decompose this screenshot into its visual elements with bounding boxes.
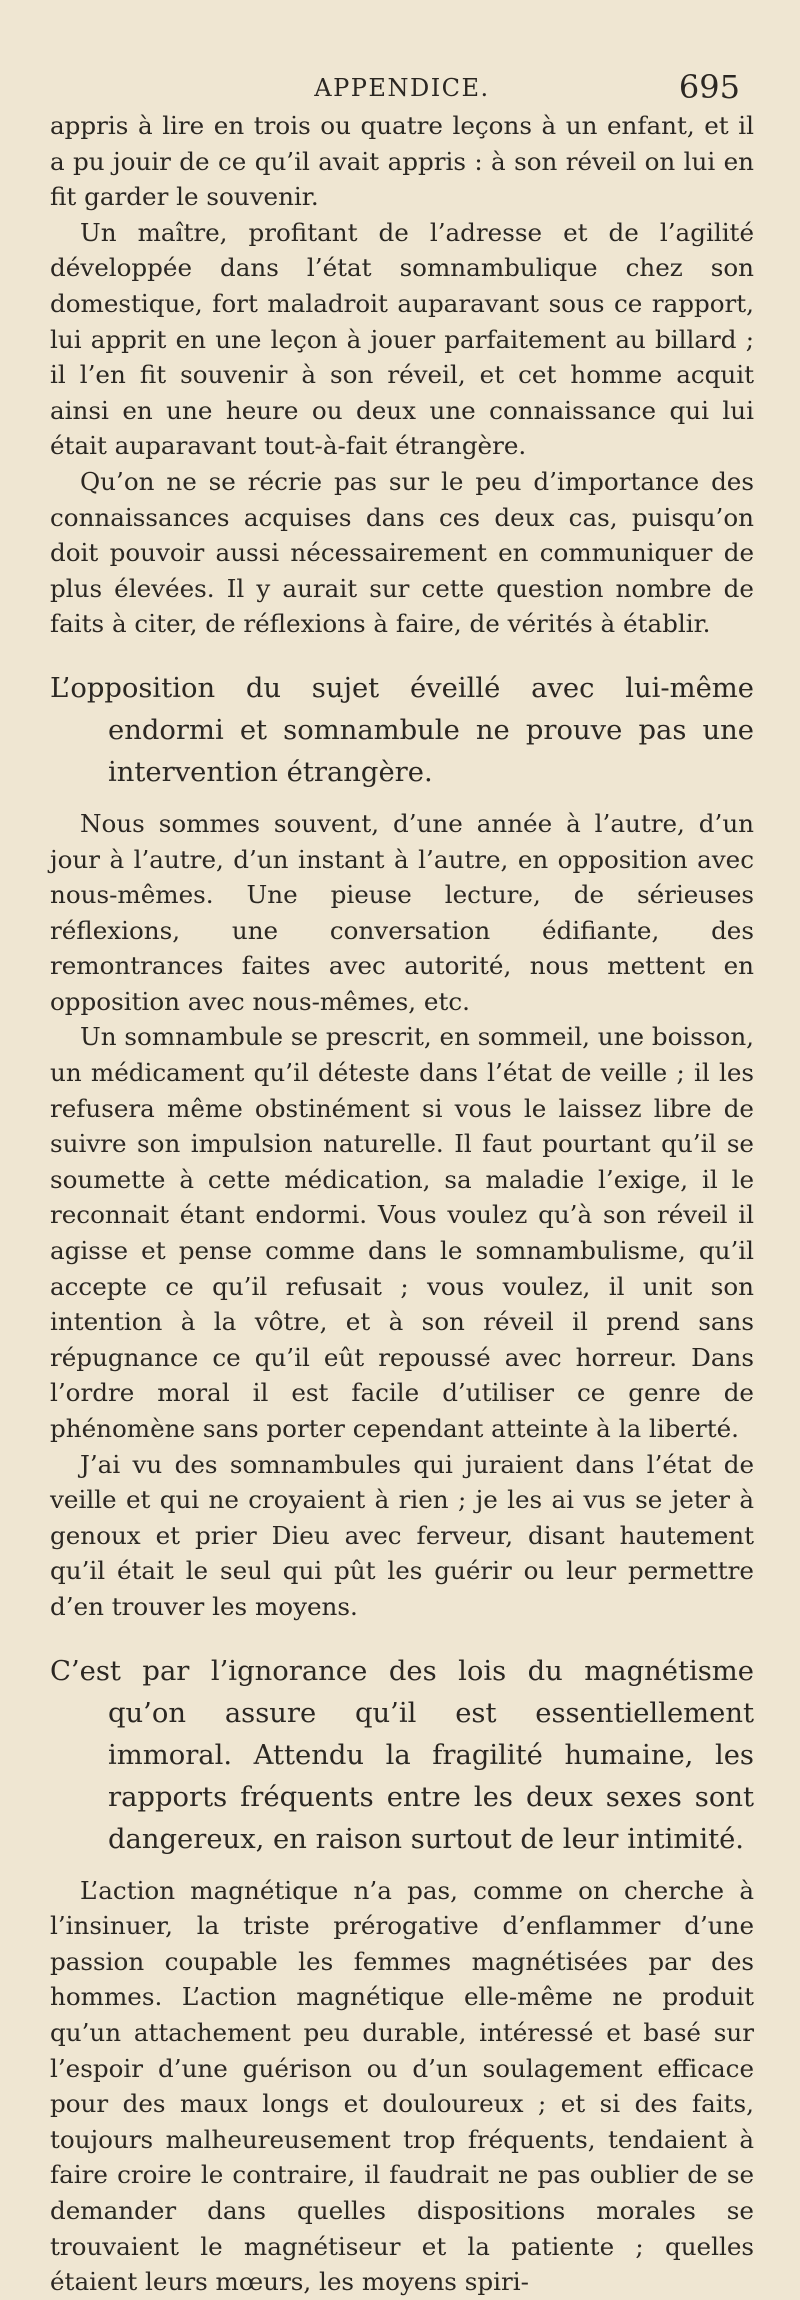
spacer — [50, 642, 754, 668]
paragraph-prayer: J’ai vu des somnambules qui juraient dans l’état de veille et qui ne croyaient à rien ; je les ai vus se jeter à genoux et prier Dieu avec ferveur, disant hautement qu’il était le seul qui pût les guérir ou leur permettre d’en trouver les moyens. — [50, 1449, 754, 1621]
spacer — [50, 794, 754, 806]
page-number: 695 — [678, 68, 740, 106]
spacer — [50, 1625, 754, 1651]
section-heading-ignorance: C’est par l’ignorance des lois du magnétisme qu’on assure qu’il est essentiellement immoral. Attendu la fragilité humaine, les rapports fréquents entre les deux sexes sont dangereux, en raison surtout de leur intimité. — [50, 1655, 754, 1855]
paragraph-continued: appris à lire en trois ou quatre leçons à un enfant, et il a pu jouir de ce qu’il avait appris : à son réveil on lui en fit garder le souvenir. — [50, 111, 754, 212]
paragraph-magnetic-action: L’action magnétique n’a pas, comme on cherche à l’insinuer, la triste prérogative d’enflammer d’une passion coupable les femmes magnétisées par des hommes. L’action magnétique elle-même ne produit qu’un attachement peu durable, intéressé et basé sur l’espoir d’une guérison ou d’un soulagement efficace pour des maux longs et douloureux ; et si des faits, toujours malheureusement trop fréquents, tendaient à faire croire le contraire, il faudrait ne pas oublier de se demander dans quelles dispositions morales se trouvaient le magnétiseur et la patiente ; quelles étaient leurs mœurs, les moyens spiri- — [50, 1875, 754, 2297]
running-title: APPENDICE. — [314, 74, 490, 102]
paragraph-billiard: Un maître, profitant de l’adresse et de l’agilité développée dans l’état somnambulique chez son domestique, fort maladroit auparavant sous ce rapport, lui apprit en une leçon à jouer parfaitement au billard ; il l’en fit souvenir à son réveil, et cet homme acquit ainsi en une heure ou deux une connaissance qui lui était auparavant tout-à-fait étrangère. — [50, 217, 754, 461]
spacer — [50, 1861, 754, 1873]
paragraph-medication: Un somnambule se prescrit, en sommeil, une boisson, un médicament qu’il déteste dans l’état de veille ; il les refusera même obstinément si vous le laissez libre de suivre son impulsion naturelle. Il faut pourtant qu’il se soumette à cette médication, sa maladie l’exige, il le reconnait étant endormi. Vous voulez qu’à son réveil il agisse et pense comme dans le somnambulisme, qu’il accepte ce qu’il refusait ; vous voulez, il unit son intention à la vôtre, et à son réveil il prend sans répugnance ce qu’il eût repoussé avec horreur. Dans l’ordre moral il est facile d’utiliser ce genre de phénomène sans porter cependant atteinte à la liberté. — [50, 1022, 754, 1443]
paragraph-knowledge: Qu’on ne se récrie pas sur le peu d’importance des connaissances acquises dans ces deux cas, puisqu’on doit pouvoir aussi nécessairement en communiquer de plus élevées. Il y aurait sur cette question nombre de faits à citer, de réflexions à faire, de vérités à établir. — [50, 466, 754, 639]
running-head — [50, 0, 754, 108]
section-heading-opposition: L’opposition du sujet éveillé avec lui-même endormi et somnambule ne prouve pas une intervention étrangère. — [50, 672, 754, 788]
paragraph-opposition: Nous sommes souvent, d’une année à l’autre, d’un jour à l’autre, d’un instant à l’autre, en opposition avec nous-mêmes. Une pieuse lecture, de sérieuses réflexions, une conversation édifiante, des remontrances faites avec autorité, nous mettent en opposition avec nous-mêmes, etc. — [50, 808, 754, 1016]
